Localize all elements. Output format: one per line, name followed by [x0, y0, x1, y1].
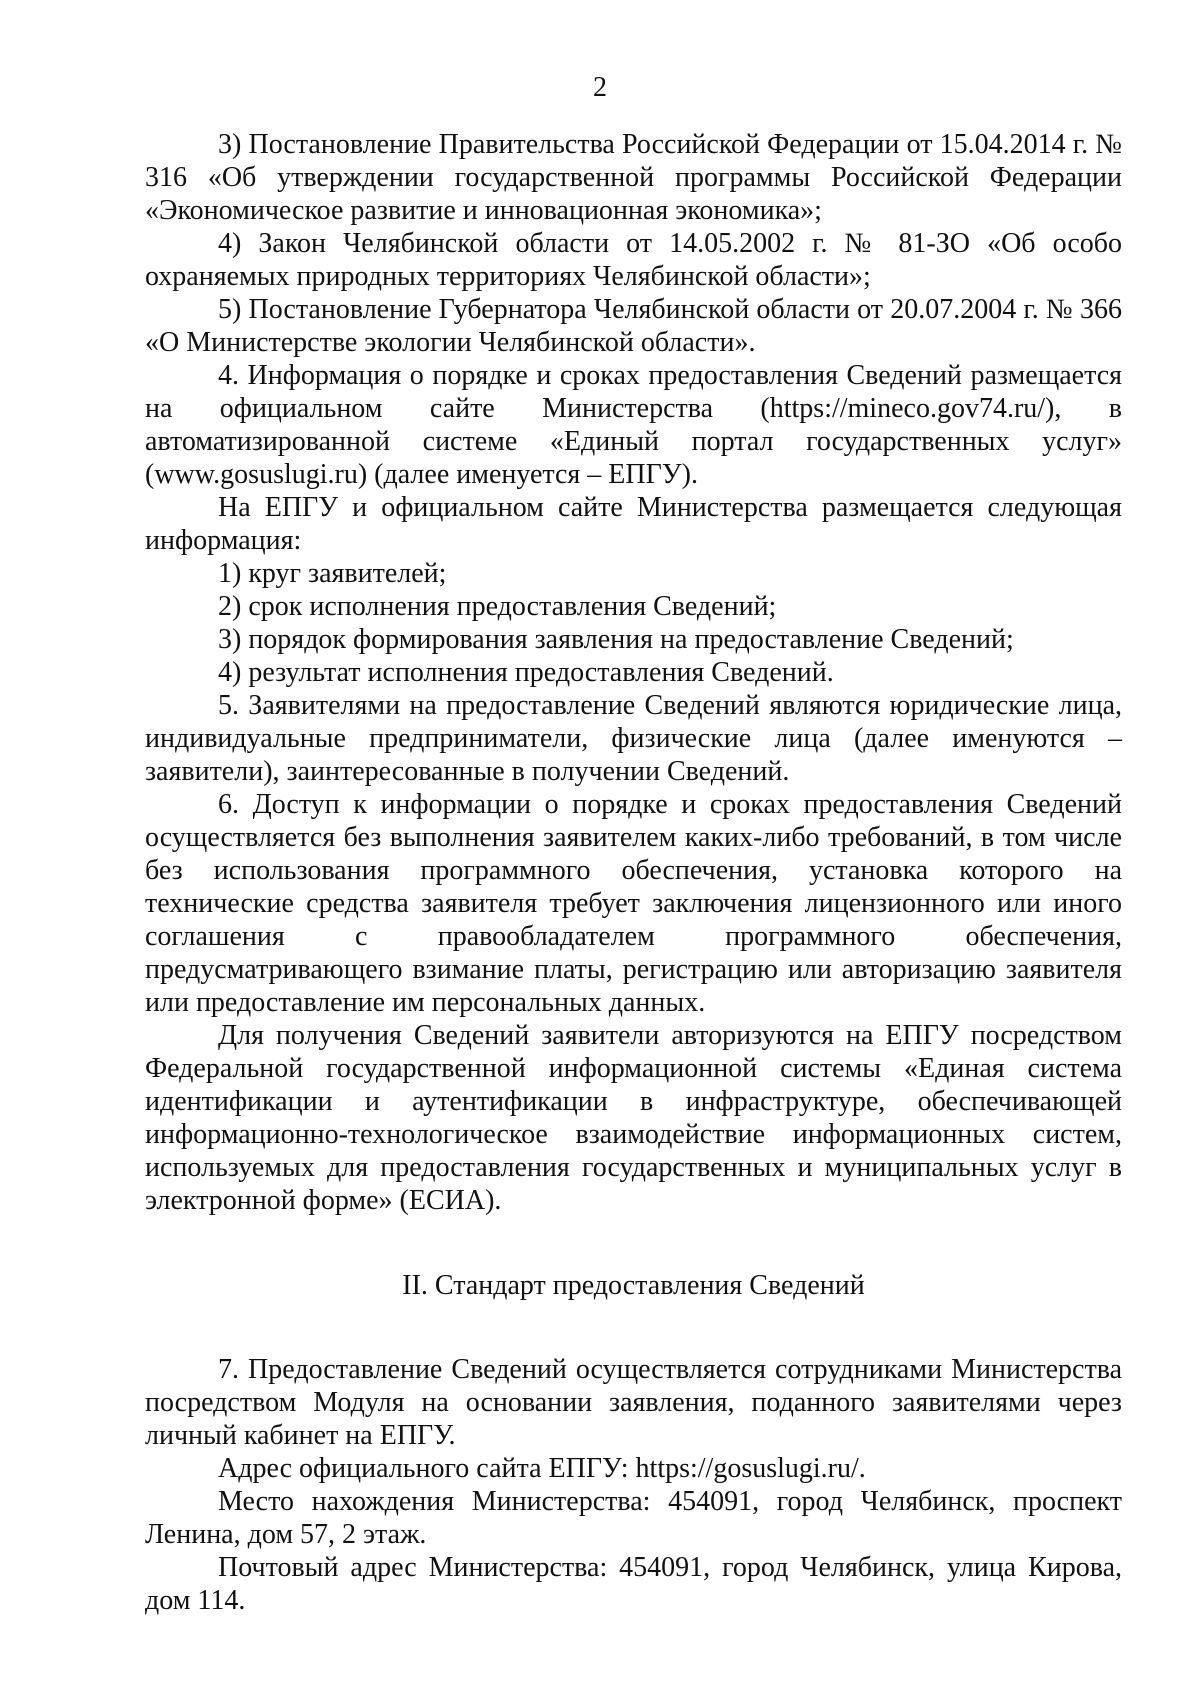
paragraph-postal-address: Почтовый адрес Министерства: 454091, город Челябинск, улица Кирова, дом 114.: [145, 1552, 1122, 1616]
list-item: 1) круг заявителей;: [218, 558, 447, 589]
page-number: 2: [593, 72, 607, 103]
paragraph-6-access: 6. Доступ к информации о порядке и сроках предоставления Сведений осуществляется без выполнения заявителем каких-либо требований, в том числе без использования программного обеспечения, установка которого на технические средства заявителя требует заключения лицензионного или иного соглашения с правообладателем программного обеспечения, предусматривающего взимание платы, регистрацию или авторизацию заявителя или предоставление им персональных данных.: [145, 789, 1122, 1018]
paragraph-epgu-address: Адрес официального сайта ЕПГУ: https://gosuslugi.ru/.: [218, 1453, 866, 1484]
list-item: 4) результат исполнения предоставления Сведений.: [218, 657, 834, 688]
paragraph-ministry-location: Место нахождения Министерства: 454091, город Челябинск, проспект Ленина, дом 57, 2 этаж.: [145, 1486, 1122, 1550]
paragraph-7-provision: 7. Предоставление Сведений осуществляется сотрудниками Министерства посредством Модуля на основании заявления, поданного заявителями через личный кабинет на ЕПГУ.: [145, 1354, 1122, 1451]
paragraph-4-information: 4. Информация о порядке и сроках предоставления Сведений размещается на официальном сайте Министерства (https://mineco.gov74.ru/), в автоматизированной системе «Единый портал государственных услуг» (www.gosuslugi.ru) (далее именуется – ЕПГУ).: [145, 360, 1122, 490]
paragraph-decree-366: 5) Постановление Губернатора Челябинской области от 20.07.2004 г. № 366 «О Министерстве экологии Челябинской области».: [145, 294, 1122, 358]
section-title: II. Стандарт предоставления Сведений: [402, 1270, 865, 1301]
paragraph-5-applicants: 5. Заявителями на предоставление Сведений являются юридические лица, индивидуальные предприниматели, физические лица (далее именуются – заявители), заинтересованные в получении Сведений.: [145, 690, 1122, 787]
paragraph-decree-316: 3) Постановление Правительства Российской Федерации от 15.04.2014 г. № 316 «Об утверждении государственной программы Российской Федерации «Экономическое развитие и инновационная экономика»;: [145, 129, 1122, 226]
list-item: 2) срок исполнения предоставления Сведений;: [218, 591, 777, 622]
document-body: [145, 128, 1122, 1617]
paragraph-esia: Для получения Сведений заявители авторизуются на ЕПГУ посредством Федеральной государственной информационной системы «Единая система идентификации и аутентификации в инфраструктуре, обеспечивающей информационно-технологическое взаимодействие информационных систем, используемых для предоставления государственных и муниципальных услуг в электронной форме» (ЕСИА).: [145, 1020, 1122, 1216]
paragraph-law-81: 4) Закон Челябинской области от 14.05.2002 г. № 81-ЗО «Об особо охраняемых природных территориях Челябинской области»;: [145, 228, 1122, 292]
list-item: 3) порядок формирования заявления на предоставление Сведений;: [218, 624, 1014, 655]
paragraph-epgu-info: На ЕПГУ и официальном сайте Министерства размещается следующая информация:: [145, 492, 1122, 556]
